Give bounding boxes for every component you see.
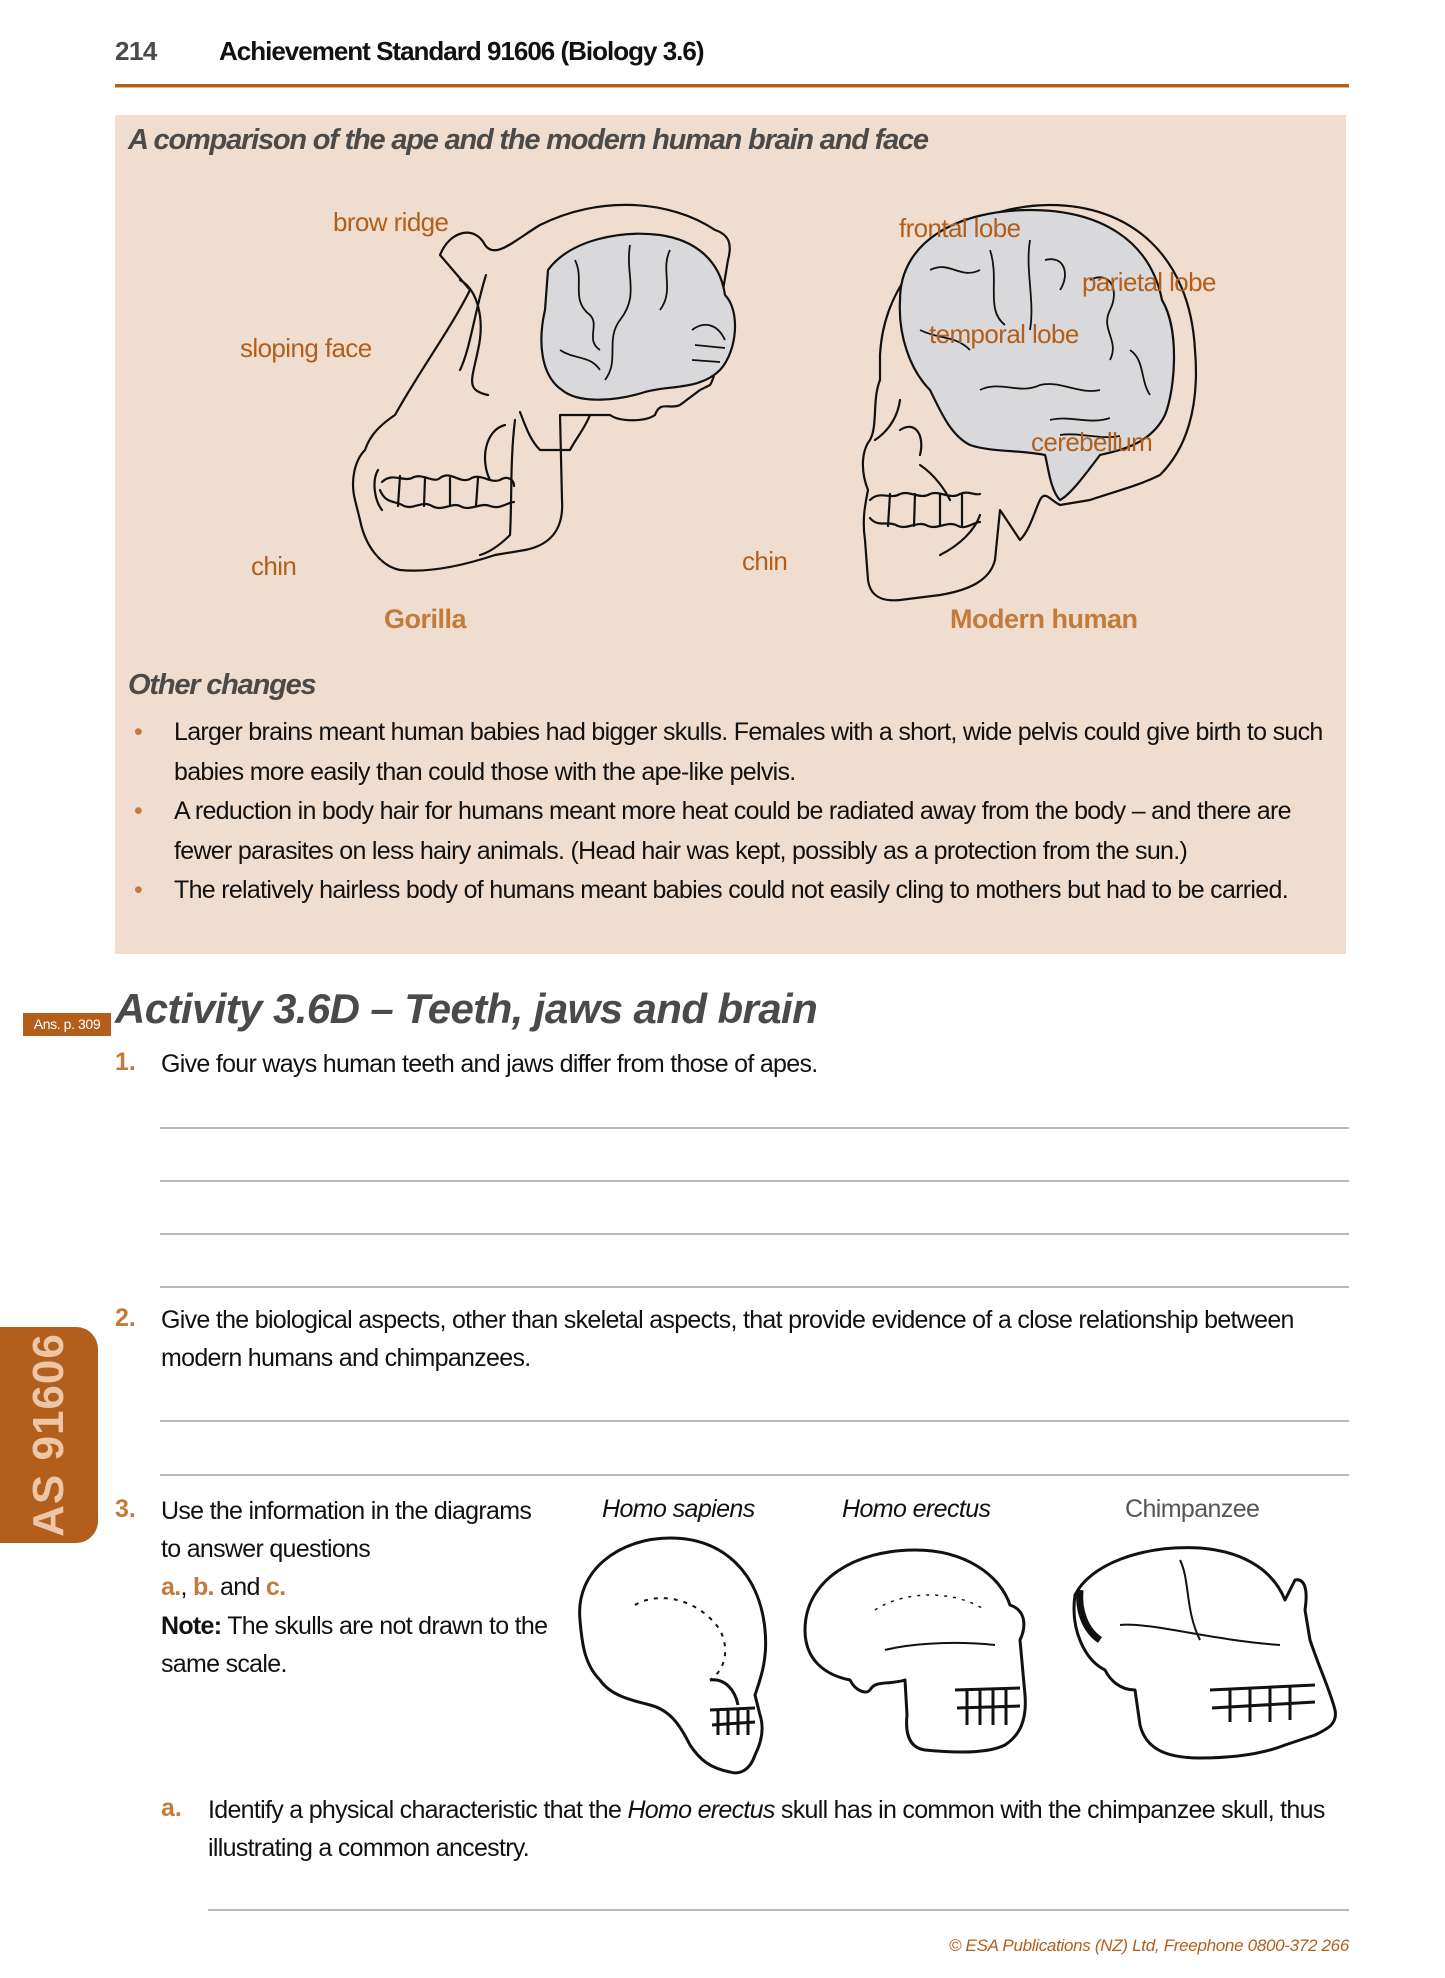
sub-question-letter-a: a. bbox=[161, 1794, 182, 1822]
question-2-text: Give the biological aspects, other than skeletal aspects, that provide evidence of a close relationship between modern humans and chimpanzees. bbox=[161, 1306, 1294, 1372]
other-changes-heading: Other changes bbox=[128, 669, 316, 701]
label-brow-ridge: brow ridge bbox=[333, 207, 449, 237]
gorilla-brain bbox=[541, 234, 735, 400]
answer-line[interactable] bbox=[208, 1909, 1349, 1911]
comparison-panel-title: A comparison of the ape and the modern human brain and face bbox=[128, 124, 928, 156]
question-3-note: Note: The skulls are not drawn to the same scale. bbox=[161, 1612, 548, 1678]
bullet-icon: • bbox=[134, 718, 143, 746]
answer-line[interactable] bbox=[160, 1420, 1349, 1422]
homo-erectus-skull-illustration bbox=[795, 1530, 1035, 1770]
skull-label-homo-erectus: Homo erectus bbox=[842, 1495, 991, 1523]
list-item: • A reduction in body hair for humans meant more heat could be radiated away from the body – and there are fewer parasites on less hairy animals. (Head hair was kept, possibly as a protection from the sun.) bbox=[128, 792, 1328, 871]
question-number-2: 2. bbox=[115, 1304, 136, 1332]
list-item: • The relatively hairless body of humans meant babies could not easily cling to mothers but had to be carried. bbox=[128, 871, 1328, 911]
caption-modern-human: Modern human bbox=[950, 604, 1138, 634]
caption-gorilla: Gorilla bbox=[384, 604, 467, 634]
bullet-icon: • bbox=[134, 876, 143, 904]
label-parietal-lobe: parietal lobe bbox=[1082, 267, 1216, 297]
page-number: 214 bbox=[115, 36, 157, 66]
running-header-title: Achievement Standard 91606 (Biology 3.6) bbox=[219, 36, 704, 66]
side-tab-label: AS 91606 bbox=[24, 1333, 73, 1537]
label-cerebellum: cerebellum bbox=[1031, 427, 1153, 457]
homo-sapiens-skull-illustration bbox=[560, 1530, 780, 1780]
question-1-text: Give four ways human teeth and jaws differ from those of apes. bbox=[161, 1050, 818, 1078]
label-gorilla-chin: chin bbox=[251, 551, 297, 581]
list-item: • Larger brains meant human babies had bigger skulls. Females with a short, wide pelvis could give birth to such babies more easily than could those with the ape-like pelvis. bbox=[128, 713, 1328, 792]
activity-title: Activity 3.6D – Teeth, jaws and brain bbox=[115, 985, 818, 1032]
other-changes-list bbox=[128, 713, 1328, 911]
skull-label-homo-sapiens: Homo sapiens bbox=[602, 1495, 755, 1523]
label-human-chin: chin bbox=[742, 546, 788, 576]
answer-line[interactable] bbox=[160, 1233, 1349, 1235]
footer-copyright: © ESA Publications (NZ) Ltd, Freephone 0800-372 266 bbox=[948, 1936, 1349, 1955]
question-3-text: Use the information in the diagrams to answer questions a., b. and c. bbox=[161, 1497, 532, 1601]
bullet-icon: • bbox=[134, 797, 143, 825]
answer-line[interactable] bbox=[160, 1127, 1349, 1129]
label-sloping-face: sloping face bbox=[240, 333, 372, 363]
skull-label-chimpanzee: Chimpanzee bbox=[1125, 1495, 1260, 1523]
label-frontal-lobe: frontal lobe bbox=[899, 213, 1021, 243]
header-rule bbox=[115, 84, 1349, 88]
gorilla-skull-illustration bbox=[300, 200, 780, 600]
chimpanzee-skull-illustration bbox=[1060, 1530, 1350, 1770]
label-temporal-lobe: temporal lobe bbox=[929, 319, 1079, 349]
sub-question-a-text: Identify a physical characteristic that the Homo erectus skull has in common with the chimpanzee skull, thus illustrating a common ancestry. bbox=[208, 1796, 1325, 1862]
answer-page-reference[interactable]: Ans. p. 309 bbox=[23, 1013, 111, 1036]
section-side-tab bbox=[0, 1327, 98, 1543]
human-skull-illustration bbox=[790, 200, 1220, 610]
answer-line[interactable] bbox=[160, 1474, 1349, 1476]
answer-line[interactable] bbox=[160, 1286, 1349, 1288]
question-number-1: 1. bbox=[115, 1048, 136, 1076]
question-number-3: 3. bbox=[115, 1495, 136, 1523]
answer-line[interactable] bbox=[160, 1180, 1349, 1182]
